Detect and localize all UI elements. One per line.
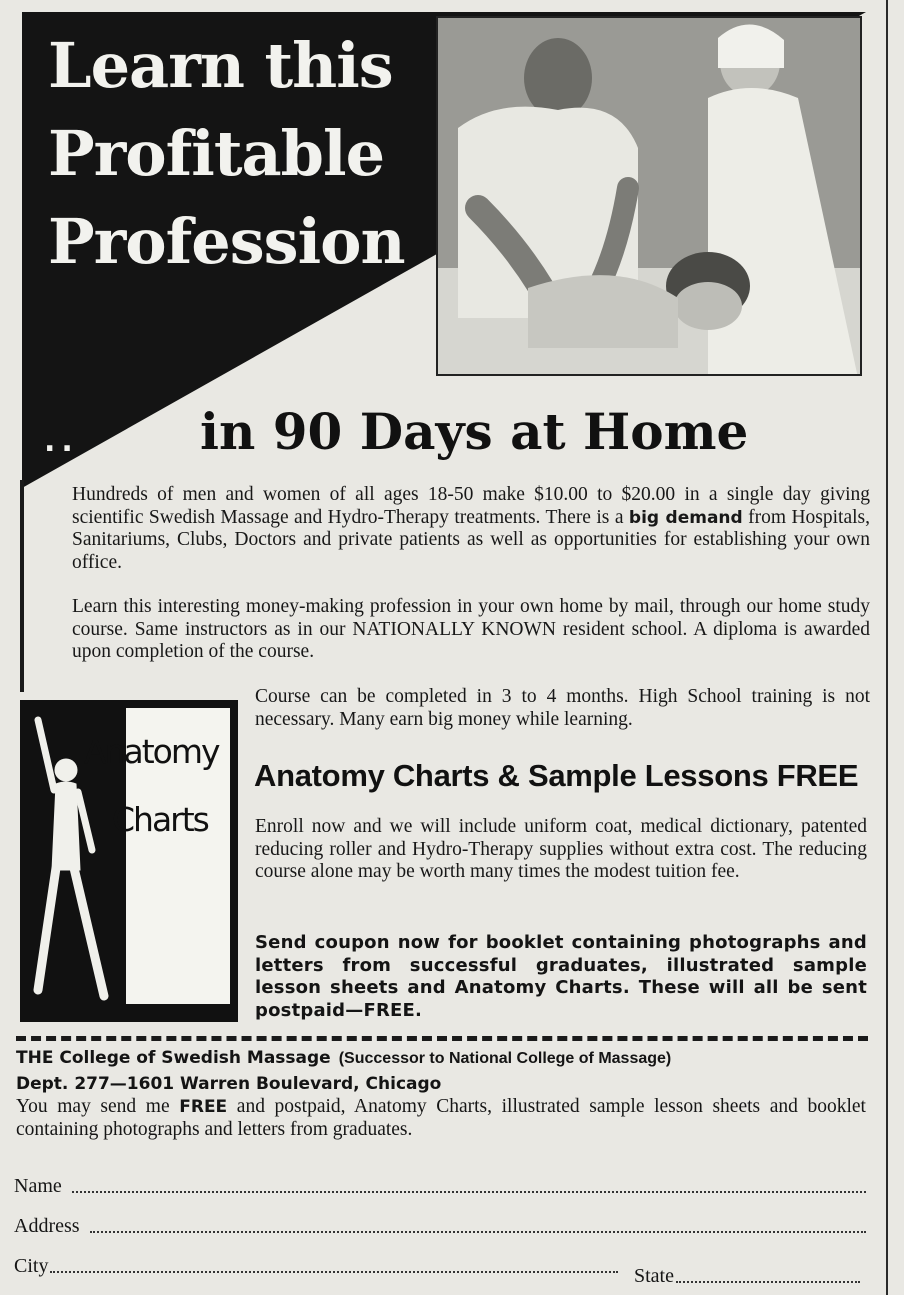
send-coupon-paragraph: Send coupon now for booklet containing photographs and letters from successful graduates, illustrated sample lesson sheets and Anatomy Charts. These will all be sent postpaid—FREE. — [255, 932, 867, 1021]
subheadline: in 90 Days at Home — [200, 402, 749, 461]
coupon-cut-line — [16, 1036, 868, 1041]
right-page-edge — [886, 0, 888, 1295]
college-name: THE College of Swedish Massage — [16, 1048, 331, 1068]
city-label: City — [14, 1255, 49, 1277]
city-field[interactable] — [14, 1252, 618, 1278]
headline-line-2: Profitable — [48, 117, 385, 190]
intro-text-start: Hundreds of men and women of all ages 18-50 make $10.00 to $20.00 in a single day giving scientific Swedish Massage and Hydro-Therapy treatments. There is a — [72, 484, 870, 528]
intro-text-end: from Hospitals, Sanitariums, Clubs, Doctors and private patients as well as opportunities for establishing your own office. — [72, 506, 870, 573]
enroll-paragraph: Enroll now and we will include uniform coat, medical dictionary, patented reducing roller and Hydro-Therapy supplies without extra cost. The reducing course alone may be worth many times the modest tuition fee. — [255, 816, 867, 882]
coupon-text-start: You may send me — [16, 1096, 180, 1117]
address-input-line[interactable] — [90, 1231, 866, 1233]
headline — [48, 22, 428, 286]
name-input-line[interactable] — [72, 1191, 866, 1193]
coupon-address: Dept. 277—1601 Warren Boulevard, Chicago — [16, 1074, 442, 1094]
intro-bold-text: big demand — [628, 507, 743, 528]
headline-line-3: Profession — [48, 205, 405, 278]
course-paragraph-continued: Course can be completed in 3 to 4 months. High School training is not necessary. Many earn big money while learning. — [255, 686, 870, 730]
state-label: State — [634, 1265, 674, 1287]
address-field[interactable] — [14, 1212, 866, 1238]
coupon-free-bold: FREE — [179, 1097, 228, 1117]
coupon-request-text — [16, 1096, 866, 1141]
section-title: Anatomy Charts & Sample Lessons FREE — [254, 758, 859, 793]
coupon-text-end: and postpaid, Anatomy Charts, illustrated sample lesson sheets and booklet containing photographs and letters from graduates. — [16, 1096, 866, 1140]
headline-line-1: Learn this — [48, 29, 393, 102]
successor-note: (Successor to National College of Massage) — [338, 1050, 672, 1067]
address-label: Address — [14, 1215, 80, 1237]
massage-photo — [436, 16, 862, 376]
city-input-line[interactable] — [50, 1271, 618, 1273]
name-label: Name — [14, 1175, 62, 1197]
charts-label: Charts — [112, 800, 208, 839]
state-field[interactable] — [634, 1262, 860, 1288]
intro-paragraph — [72, 484, 870, 574]
anatomy-label: Anatomy — [84, 732, 219, 771]
state-input-line[interactable] — [676, 1281, 860, 1283]
ellipsis-dots: .. — [44, 424, 79, 459]
course-paragraph: Learn this interesting money-making profession in your own home by mail, through our home study course. Same instructors as in our NATIONALLY KNOWN resident school. A diploma is awarded upon completion of the course. — [72, 596, 870, 662]
name-field[interactable] — [14, 1172, 866, 1198]
coupon-college-line — [16, 1048, 671, 1068]
left-rule — [20, 480, 24, 692]
